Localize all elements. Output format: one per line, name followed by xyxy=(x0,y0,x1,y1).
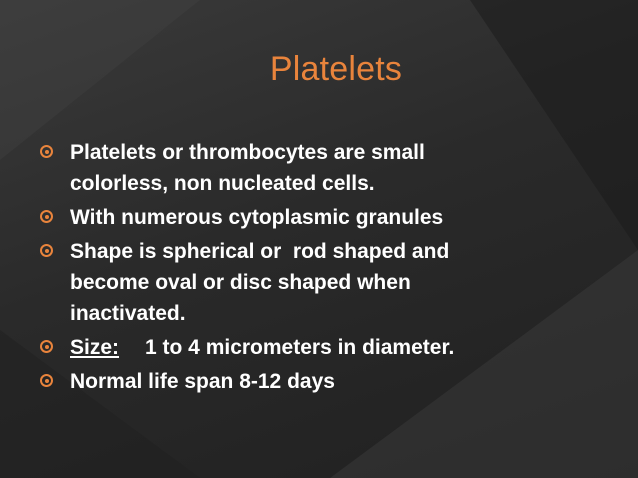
bullet-text-line: 1 to 4 micrometers in diameter. xyxy=(145,336,455,359)
circle-dot-icon xyxy=(40,210,53,223)
bullet-text-line: With numerous cytoplasmic granules xyxy=(70,206,444,229)
bullet-item xyxy=(40,332,620,363)
bullet-text-line: become oval or disc shaped when xyxy=(70,271,411,294)
circle-dot-icon xyxy=(40,244,53,257)
circle-dot-icon xyxy=(40,340,53,353)
bullet-item xyxy=(40,366,620,397)
bullet-text-line: colorless, non nucleated cells. xyxy=(70,172,375,195)
bullet-text-line: inactivated. xyxy=(70,302,186,325)
bullet-item xyxy=(40,236,620,329)
bullet-text-line: Platelets or thrombocytes are small xyxy=(70,141,425,164)
bullet-text-line: Shape is spherical or rod shaped and xyxy=(70,240,450,263)
bullet-item xyxy=(40,202,620,233)
bullet-list xyxy=(40,137,620,400)
size-label: Size: xyxy=(70,336,120,359)
bullet-text-line: Normal life span 8-12 days xyxy=(70,370,335,393)
circle-dot-icon xyxy=(40,374,53,387)
circle-dot-icon xyxy=(40,145,53,158)
bullet-item xyxy=(40,137,620,199)
slide-title: Platelets xyxy=(269,50,403,88)
